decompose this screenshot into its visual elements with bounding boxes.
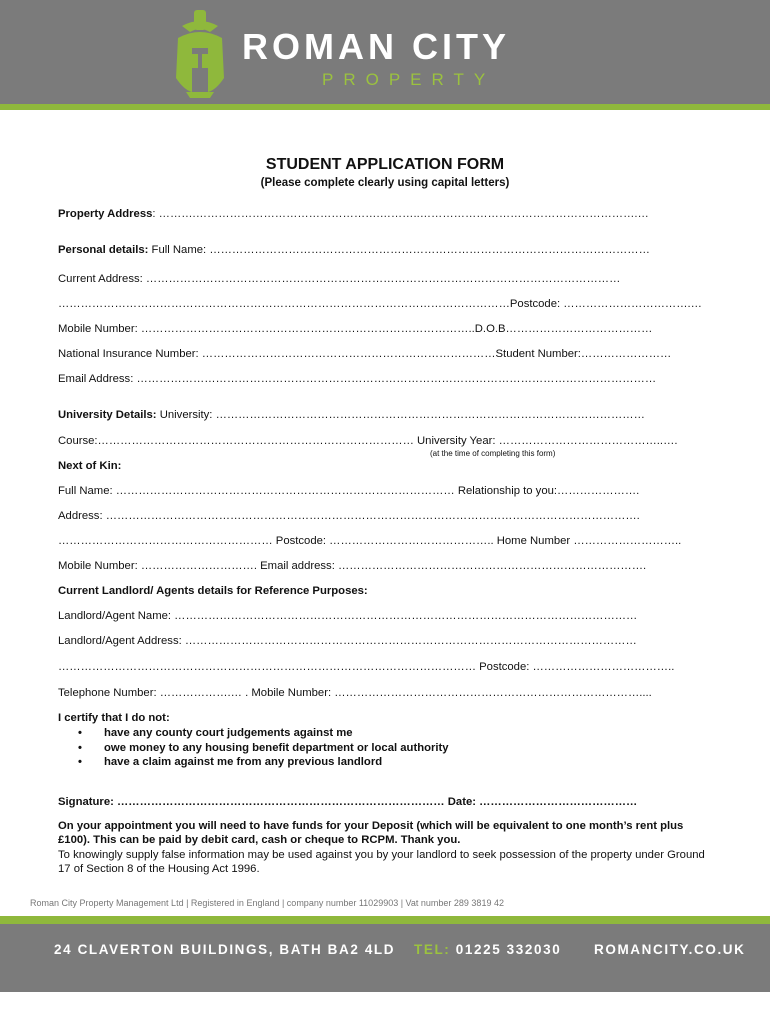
landlord-telephone-field: Telephone Number: ……………….… <box>58 687 246 699</box>
ni-number-field: National Insurance Number: …………………………………………………………………… <box>58 348 496 360</box>
company-registration: Roman City Property Management Ltd | Registered in England | company number 11029903 | Vat number 289 3819 42 <box>30 898 504 908</box>
course-field: Course:………………………………………………………………………… <box>58 435 418 447</box>
full-name-field[interactable] <box>58 243 712 257</box>
kin-address-field[interactable]: Address: ……………………………………………………………………………………………………………………………. <box>58 510 640 522</box>
ni-student-row[interactable] <box>58 347 712 361</box>
year-note: (at the time of completing this form) <box>430 449 556 458</box>
brand-subtitle: PROPERTY <box>322 70 496 89</box>
mobile-dob-row[interactable] <box>58 322 712 336</box>
personal-details-label: Personal details: <box>58 244 149 256</box>
postcode-field: Postcode: …………………………….… <box>509 298 702 310</box>
course-year-row[interactable] <box>58 434 712 448</box>
bullet-icon: • <box>78 727 82 739</box>
landlord-address-dots: ………………………………………………………………………………………………… <box>58 661 480 673</box>
landlord-postcode-field: Postcode: ……………………………….. <box>479 661 675 673</box>
university-line: University: …………………………………………………………………………………………………… <box>156 409 645 421</box>
relationship-field: Relationship to you:…………………. <box>457 485 640 497</box>
mobile-number-field: Mobile Number: …………………………………………………………………………….. <box>58 323 475 335</box>
landlord-mobile-field: . Mobile Number: ……………………………………………………………………….... <box>245 687 652 699</box>
signature-row[interactable] <box>58 795 712 809</box>
footer-accent-stripe <box>0 916 770 924</box>
landlord-address-field[interactable]: Landlord/Agent Address: ………………………………………………………………………………………………………… <box>58 635 637 647</box>
full-name-line: Full Name: ……………………………………………………………………………………………………… <box>148 244 650 256</box>
brand-name: ROMAN CITY <box>242 26 510 67</box>
property-address-label: Property Address <box>58 208 153 220</box>
kin-address-dots: ………………………………………………… <box>58 535 276 547</box>
current-address-line-2[interactable] <box>58 297 712 311</box>
date-field: Date: …………………………………… <box>447 796 638 808</box>
kin-postcode-field: Postcode: …………………………………….. <box>275 535 497 547</box>
tel-number: 01225 332030 <box>455 942 562 957</box>
kin-mobile-email-row[interactable] <box>58 559 712 573</box>
certify-item: • have a claim against me from any previous landlord <box>78 756 383 768</box>
tel-label: TEL: <box>414 942 451 957</box>
university-field[interactable] <box>58 408 712 422</box>
certify-item: • have any county court judgements against me <box>78 727 353 739</box>
bullet-icon: • <box>78 756 82 768</box>
landlord-heading: Current Landlord/ Agents details for Reference Purposes: <box>58 585 368 597</box>
university-details-label: University Details: <box>58 409 157 421</box>
bullet-icon: • <box>78 741 82 754</box>
email-field[interactable]: Email Address: ………………………………………………………………………………………………………………………… <box>58 373 657 385</box>
footer-website[interactable]: ROMANCITY.CO.UK <box>594 942 746 957</box>
landlord-name-field[interactable]: Landlord/Agent Name: …………………………………………………………………………………………………………… <box>58 610 638 622</box>
certify-heading: I certify that I do not: <box>58 712 170 724</box>
footer-bar <box>0 924 770 992</box>
dob-field: D.O.B………………………………… <box>474 323 653 335</box>
form-title: STUDENT APPLICATION FORM <box>265 156 505 173</box>
footer-address: 24 CLAVERTON BUILDINGS, BATH BA2 4LD <box>54 942 396 957</box>
footer-phone <box>414 942 561 957</box>
home-number-field: Home Number ……………………….. <box>496 535 682 547</box>
property-address-field[interactable] <box>58 207 712 221</box>
deposit-note: On your appointment you will need to have funds for your Deposit (which will be equivalent to one month’s rent plus £100). This can be paid by debit card, cash or cheque to RCPM. Thank you. <box>58 820 684 846</box>
address-dots: ………………………………………………………………………………………………………… <box>58 298 510 310</box>
kin-email-field: Email address: ………………………………………………………………………. <box>260 560 647 572</box>
next-of-kin-heading: Next of Kin: <box>58 460 122 472</box>
student-number-field: Student Number:…………………… <box>495 348 672 360</box>
kin-full-name-field: Full Name: ……………………………………………………………………………… <box>58 485 458 497</box>
centurion-helmet-icon <box>168 8 232 100</box>
kin-address-line-2[interactable] <box>58 534 712 548</box>
certify-item: • owe money to any housing benefit department or local authority <box>78 741 449 754</box>
form-subtitle: (Please complete clearly using capital letters) <box>260 177 510 189</box>
header-accent-stripe <box>0 104 770 110</box>
landlord-address-line-2[interactable] <box>58 660 712 674</box>
property-address-dots: : ……….………………………………………….………..………………………………………………….… <box>152 208 649 220</box>
current-address-field[interactable]: Current Address: ……………………………………………………………………………………………………………… <box>58 273 621 285</box>
certify-list <box>78 727 449 771</box>
legal-warning: To knowingly supply false information may be used against you by your landlord to seek possession of the property under Ground 17 of Section 8 of the Housing Act 1996. <box>58 849 705 875</box>
telephone-mobile-row[interactable] <box>58 686 712 700</box>
kin-name-row[interactable] <box>58 484 712 498</box>
signature-field: Signature: …………………………………………………………………………… <box>58 796 448 808</box>
university-year-field: University Year: ……………………………………..…. <box>417 435 678 447</box>
kin-mobile-field: Mobile Number: …………………………. <box>58 560 261 572</box>
